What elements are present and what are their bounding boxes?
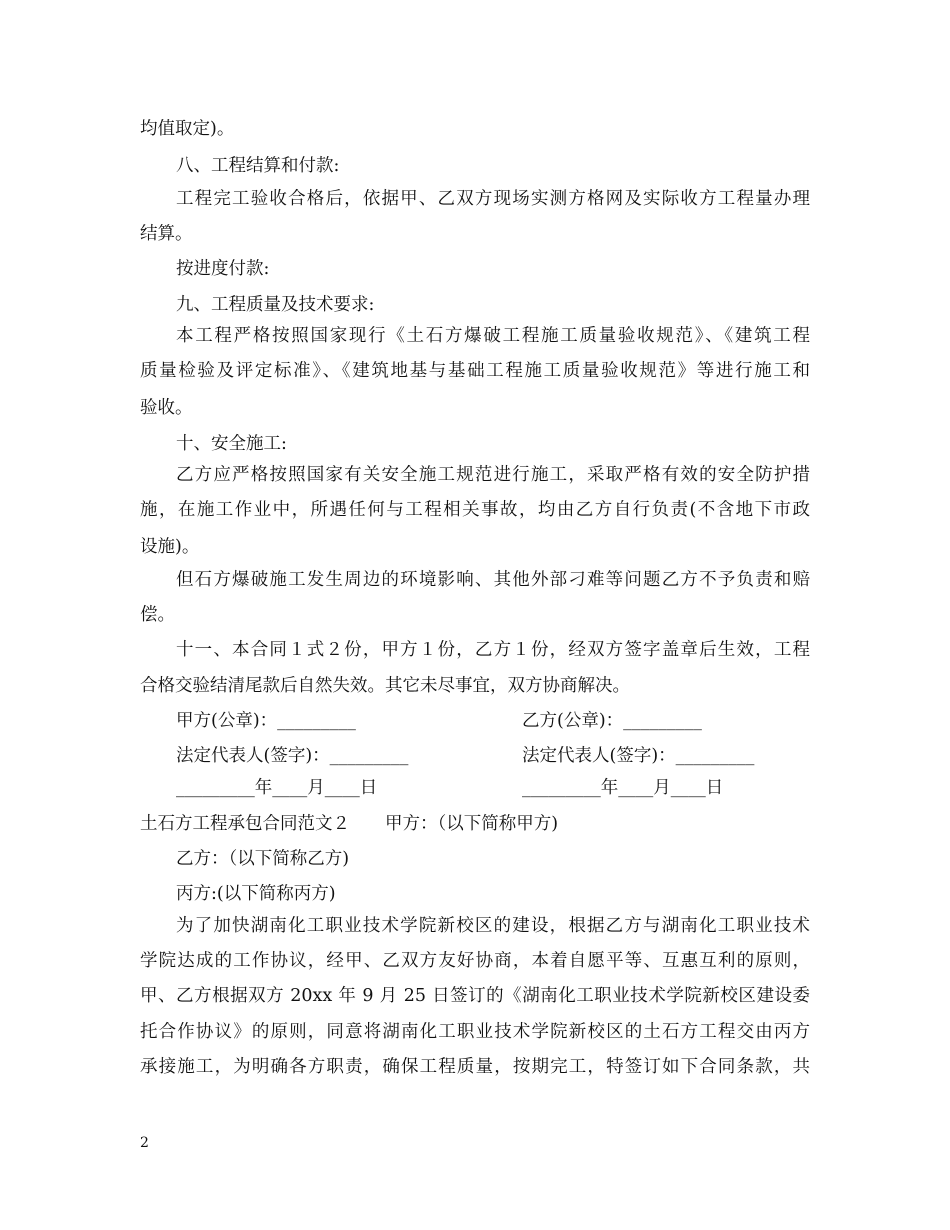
section-heading: 十、安全施工: <box>176 434 287 454</box>
text-line: 合格交验结清尾款后自然失效。其它未尽事宜，双方协商解决。 <box>140 676 630 696</box>
party-a-representative-field: 法定代表人(签字)：_________ <box>176 746 409 766</box>
section-heading: 九、工程质量及技术要求: <box>176 295 375 315</box>
text-line: 质量检验及评定标准》、《建筑地基与基础工程施工质量验收规范》等进行施工和 <box>140 361 810 381</box>
party-a-seal-field: 甲方(公章)：_________ <box>176 711 356 731</box>
text-line: 托合作协议》的原则，同意将湖南化工职业技术学院新校区的土石方工程交由丙方 <box>140 1022 810 1042</box>
text-line: 施，在施工作业中，所遇任何与工程相关事故，均由乙方自行负责(不含地下市政 <box>140 500 810 520</box>
page-number: 2 <box>140 1135 149 1151</box>
party-b-date-field: _________年____月____日 <box>522 778 724 798</box>
text-line: 十一、本合同１式２份，甲方１份，乙方１份，经双方签字盖章后生效，工程 <box>176 640 810 660</box>
text-line: 承接施工，为明确各方职责，确保工程质量，按期完工，特签订如下合同条款，共 <box>140 1057 810 1077</box>
text-line: 学院达成的工作协议，经甲、乙双方友好协商，本着自愿平等、互惠互利的原则， <box>140 951 810 971</box>
text-line: 均值取定)。 <box>140 119 235 139</box>
text-line: 乙方：（以下简称乙方) <box>176 849 350 869</box>
text-line: 偿。 <box>140 605 175 625</box>
text-line: 工程完工验收合格后，依据甲、乙双方现场实测方格网及实际收方工程量办理 <box>176 189 810 209</box>
text-line: 丙方:(以下简称丙方) <box>176 884 336 904</box>
text-line: 甲、乙方根据双方 20xx 年 9 月 25 日签订的《湖南化工职业技术学院新校区建设委 <box>140 986 810 1006</box>
text-line: 按进度付款: <box>176 259 270 279</box>
text-line: 结算。 <box>140 224 193 244</box>
text-line: 验收。 <box>140 398 193 418</box>
text-line: 乙方应严格按照国家有关安全施工规范进行施工，采取严格有效的安全防护措 <box>176 465 810 485</box>
text-line: 设施)。 <box>140 537 200 557</box>
party-a-date-field: _________年____月____日 <box>176 778 378 798</box>
section-title: 土石方工程承包合同范文２ 甲方：（以下简称甲方) <box>140 814 559 834</box>
party-b-representative-field: 法定代表人(签字)：_________ <box>522 746 755 766</box>
text-line: 但石方爆破施工发生周边的环境影响、其他外部刁难等问题乙方不予负责和赔 <box>176 570 810 590</box>
section-heading: 八、工程结算和付款: <box>176 156 340 176</box>
party-b-seal-field: 乙方(公章)：_________ <box>522 711 702 731</box>
text-line: 为了加快湖南化工职业技术学院新校区的建设，根据乙方与湖南化工职业技术 <box>176 916 810 936</box>
text-line: 本工程严格按照国家现行《土石方爆破工程施工质量验收规范》、《建筑工程 <box>176 326 810 346</box>
